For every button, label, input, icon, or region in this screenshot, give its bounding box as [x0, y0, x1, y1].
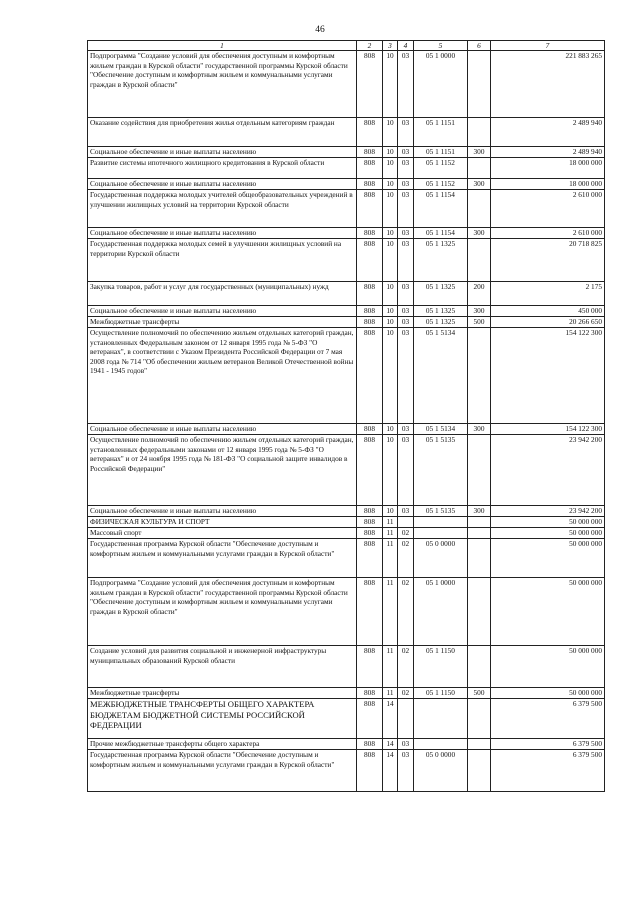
row-section: 10: [383, 239, 398, 282]
row-section: 10: [383, 158, 398, 179]
header-col-code: 2: [357, 41, 383, 51]
row-expense-type: [468, 646, 491, 688]
row-name: Социальное обеспечение и иные выплаты населению: [88, 147, 357, 158]
row-expense-type: 500: [468, 688, 491, 699]
row-section: 11: [383, 517, 398, 528]
header-col-expense-type: 6: [468, 41, 491, 51]
table-row: [88, 317, 605, 328]
row-code: 808: [357, 578, 383, 646]
row-name: Создание условий для развития социальной и инженерной инфраструктуры муниципальных образований Курской области: [88, 646, 357, 688]
table-row: [88, 646, 605, 688]
row-expense-type: 500: [468, 317, 491, 328]
row-section: 10: [383, 435, 398, 506]
table-row: [88, 506, 605, 517]
row-sum: 154 122 300: [491, 328, 605, 424]
row-section: 11: [383, 578, 398, 646]
row-expense-type: [468, 190, 491, 228]
row-section: 10: [383, 51, 398, 118]
row-expense-type: [468, 239, 491, 282]
row-target-article: 05 1 1154: [414, 228, 468, 239]
row-name: Межбюджетные трансферты: [88, 317, 357, 328]
row-subsection: 03: [398, 306, 414, 317]
row-sum: 50 000 000: [491, 646, 605, 688]
row-code: 808: [357, 282, 383, 306]
row-subsection: 03: [398, 328, 414, 424]
row-sum: 2 489 940: [491, 118, 605, 147]
row-target-article: 05 1 1150: [414, 646, 468, 688]
row-code: 808: [357, 306, 383, 317]
row-target-article: 05 1 0000: [414, 578, 468, 646]
row-code: 808: [357, 688, 383, 699]
row-name: Государственная поддержка молодых семей в улучшении жилищных условий на территории Курской области: [88, 239, 357, 282]
row-sum: 18 000 000: [491, 158, 605, 179]
page-number: 46: [315, 25, 325, 35]
row-target-article: 05 1 5134: [414, 328, 468, 424]
row-target-article: 05 1 1152: [414, 179, 468, 190]
row-expense-type: [468, 118, 491, 147]
row-expense-type: [468, 528, 491, 539]
table-row: [88, 51, 605, 118]
table-row: [88, 739, 605, 750]
row-sum: 18 000 000: [491, 179, 605, 190]
row-expense-type: [468, 539, 491, 578]
row-code: 808: [357, 739, 383, 750]
row-expense-type: 300: [468, 424, 491, 435]
row-sum: 20 266 650: [491, 317, 605, 328]
row-name: Прочие межбюджетные трансферты общего характера: [88, 739, 357, 750]
row-section: 10: [383, 317, 398, 328]
table-body: [88, 51, 605, 792]
row-name: Осуществление полномочий по обеспечению жильем отдельных категорий граждан, установленных федеральными законами от 12 января 1995 года № 5-ФЗ "О ветеранах" и от 24 ноября 1995 года № 181-ФЗ "О социальной защите инвалидов в Российской Федерации": [88, 435, 357, 506]
table-row: [88, 517, 605, 528]
row-target-article: 05 1 1325: [414, 306, 468, 317]
header-col-name: 1: [88, 41, 357, 51]
row-section: 11: [383, 539, 398, 578]
table-row: [88, 328, 605, 424]
row-section: 10: [383, 147, 398, 158]
row-name: Социальное обеспечение и иные выплаты населению: [88, 228, 357, 239]
row-code: 808: [357, 528, 383, 539]
row-name: Социальное обеспечение и иные выплаты населению: [88, 179, 357, 190]
table-row: [88, 158, 605, 179]
row-section: 11: [383, 688, 398, 699]
row-sum: 50 000 000: [491, 539, 605, 578]
row-name: МЕЖБЮДЖЕТНЫЕ ТРАНСФЕРТЫ ОБЩЕГО ХАРАКТЕРА БЮДЖЕТАМ БЮДЖЕТНОЙ СИСТЕМЫ РОССИЙСКОЙ ФЕДЕРАЦИИ: [88, 699, 357, 739]
table-row: [88, 435, 605, 506]
row-target-article: 05 1 1325: [414, 239, 468, 282]
row-subsection: 03: [398, 435, 414, 506]
header-col-sum: 7: [491, 41, 605, 51]
table-row: [88, 282, 605, 306]
row-target-article: [414, 528, 468, 539]
row-section: 10: [383, 190, 398, 228]
row-subsection: 03: [398, 147, 414, 158]
row-expense-type: [468, 699, 491, 739]
table-row: [88, 528, 605, 539]
row-target-article: 05 0 0000: [414, 539, 468, 578]
row-sum: 221 883 265: [491, 51, 605, 118]
row-sum: 20 718 825: [491, 239, 605, 282]
row-code: 808: [357, 517, 383, 528]
table-row: [88, 688, 605, 699]
row-target-article: 05 1 1325: [414, 317, 468, 328]
row-subsection: 02: [398, 528, 414, 539]
row-target-article: [414, 699, 468, 739]
row-subsection: 03: [398, 317, 414, 328]
row-name: Развитие системы ипотечного жилищного кредитования в Курской области: [88, 158, 357, 179]
row-sum: 450 000: [491, 306, 605, 317]
row-sum: 6 379 500: [491, 750, 605, 792]
row-target-article: 05 1 0000: [414, 51, 468, 118]
row-code: 808: [357, 190, 383, 228]
row-expense-type: 200: [468, 282, 491, 306]
row-sum: 2 489 940: [491, 147, 605, 158]
row-target-article: 05 1 1154: [414, 190, 468, 228]
row-subsection: 03: [398, 158, 414, 179]
row-target-article: 05 0 0000: [414, 750, 468, 792]
budget-table: [87, 40, 605, 792]
row-section: 10: [383, 306, 398, 317]
row-name: Межбюджетные трансферты: [88, 688, 357, 699]
row-subsection: 03: [398, 750, 414, 792]
row-target-article: [414, 517, 468, 528]
row-expense-type: [468, 435, 491, 506]
row-code: 808: [357, 539, 383, 578]
row-expense-type: 300: [468, 147, 491, 158]
row-expense-type: [468, 51, 491, 118]
row-subsection: 03: [398, 190, 414, 228]
row-target-article: 05 1 1151: [414, 147, 468, 158]
table-row: [88, 190, 605, 228]
row-sum: 2 175: [491, 282, 605, 306]
row-expense-type: 300: [468, 306, 491, 317]
row-expense-type: [468, 328, 491, 424]
row-name: Массовый спорт: [88, 528, 357, 539]
row-subsection: [398, 699, 414, 739]
table-row: [88, 750, 605, 792]
row-code: 808: [357, 506, 383, 517]
table-row: [88, 578, 605, 646]
row-subsection: 03: [398, 51, 414, 118]
row-sum: 6 379 500: [491, 739, 605, 750]
header-col-subsection: 4: [398, 41, 414, 51]
row-code: 808: [357, 51, 383, 118]
row-target-article: 05 1 1325: [414, 282, 468, 306]
row-target-article: 05 1 5134: [414, 424, 468, 435]
row-name: Социальное обеспечение и иные выплаты населению: [88, 424, 357, 435]
table-row: [88, 147, 605, 158]
row-subsection: 02: [398, 539, 414, 578]
row-target-article: 05 1 5135: [414, 506, 468, 517]
table-row: [88, 306, 605, 317]
row-subsection: 03: [398, 424, 414, 435]
row-sum: 50 000 000: [491, 688, 605, 699]
table-row: [88, 118, 605, 147]
row-code: 808: [357, 179, 383, 190]
row-sum: 50 000 000: [491, 578, 605, 646]
row-sum: 23 942 200: [491, 506, 605, 517]
row-subsection: [398, 517, 414, 528]
row-name: Оказание содействия для приобретения жилья отдельным категориям граждан: [88, 118, 357, 147]
row-name: Социальное обеспечение и иные выплаты населению: [88, 306, 357, 317]
row-section: 14: [383, 750, 398, 792]
row-subsection: 03: [398, 506, 414, 517]
row-target-article: 05 1 5135: [414, 435, 468, 506]
row-sum: 6 379 500: [491, 699, 605, 739]
row-subsection: 03: [398, 739, 414, 750]
row-sum: 50 000 000: [491, 517, 605, 528]
row-sum: 50 000 000: [491, 528, 605, 539]
row-name: Осуществление полномочий по обеспечению жильем отдельных категорий граждан, установленных Федеральным законом от 12 января 1995 года № 5-ФЗ "О ветеранах", в соответствии с Указом Президента Российской Федерации от 7 мая 2008 года № 714 "Об обеспечении жильем ветеранов Великой Отечественной войны 1941 - 1945 годов": [88, 328, 357, 424]
row-subsection: 03: [398, 239, 414, 282]
row-section: 10: [383, 118, 398, 147]
table-row: [88, 239, 605, 282]
row-sum: 154 122 300: [491, 424, 605, 435]
row-name: ФИЗИЧЕСКАЯ КУЛЬТУРА И СПОРТ: [88, 517, 357, 528]
table-row: [88, 424, 605, 435]
row-expense-type: 300: [468, 179, 491, 190]
row-name: Социальное обеспечение и иные выплаты населению: [88, 506, 357, 517]
row-expense-type: [468, 578, 491, 646]
row-expense-type: [468, 739, 491, 750]
row-subsection: 03: [398, 118, 414, 147]
row-target-article: [414, 739, 468, 750]
row-name: Подпрограмма "Создание условий для обеспечения доступным и комфортным жильем граждан в Курской области" государственной программы Курской области "Обеспечение доступным и комфортным жильем и коммунальными услугами граждан в Курской области": [88, 578, 357, 646]
row-subsection: 02: [398, 688, 414, 699]
row-expense-type: 300: [468, 228, 491, 239]
row-target-article: 05 1 1152: [414, 158, 468, 179]
row-code: 808: [357, 147, 383, 158]
row-target-article: 05 1 1150: [414, 688, 468, 699]
row-sum: 23 942 200: [491, 435, 605, 506]
row-code: 808: [357, 158, 383, 179]
row-code: 808: [357, 317, 383, 328]
row-code: 808: [357, 328, 383, 424]
header-col-target-article: 5: [414, 41, 468, 51]
row-section: 10: [383, 179, 398, 190]
row-section: 10: [383, 228, 398, 239]
row-section: 10: [383, 328, 398, 424]
row-code: 808: [357, 699, 383, 739]
row-section: 14: [383, 699, 398, 739]
row-section: 10: [383, 424, 398, 435]
row-subsection: 02: [398, 646, 414, 688]
row-name: Государственная программа Курской области "Обеспечение доступным и комфортным жильем и коммунальными услугами граждан в Курской области": [88, 539, 357, 578]
row-section: 10: [383, 506, 398, 517]
row-expense-type: [468, 517, 491, 528]
header-col-section: 3: [383, 41, 398, 51]
table-row: [88, 179, 605, 190]
row-expense-type: [468, 158, 491, 179]
row-subsection: 03: [398, 282, 414, 306]
row-code: 808: [357, 228, 383, 239]
row-code: 808: [357, 424, 383, 435]
row-subsection: 02: [398, 578, 414, 646]
row-code: 808: [357, 646, 383, 688]
table-header-row: [88, 41, 605, 51]
row-code: 808: [357, 750, 383, 792]
row-code: 808: [357, 118, 383, 147]
row-code: 808: [357, 435, 383, 506]
row-name: Подпрограмма "Создание условий для обеспечения доступным и комфортным жильем граждан в Курской области" государственной программы Курской области "Обеспечение доступным и комфортным жильем и коммунальными услугами граждан в Курской области": [88, 51, 357, 118]
row-expense-type: [468, 750, 491, 792]
row-name: Государственная программа Курской области "Обеспечение доступным и комфортным жильем и коммунальными услугами граждан в Курской области": [88, 750, 357, 792]
row-subsection: 03: [398, 179, 414, 190]
row-section: 14: [383, 739, 398, 750]
row-sum: 2 610 000: [491, 228, 605, 239]
table-row: [88, 228, 605, 239]
row-name: Закупка товаров, работ и услуг для государственных (муниципальных) нужд: [88, 282, 357, 306]
row-code: 808: [357, 239, 383, 282]
table-row: [88, 539, 605, 578]
row-section: 11: [383, 646, 398, 688]
table-row: [88, 699, 605, 739]
row-expense-type: 300: [468, 506, 491, 517]
row-section: 11: [383, 528, 398, 539]
row-section: 10: [383, 282, 398, 306]
row-name: Государственная поддержка молодых учителей общеобразовательных учреждений в улучшении жилищных условий на территории Курской области: [88, 190, 357, 228]
row-target-article: 05 1 1151: [414, 118, 468, 147]
row-sum: 2 610 000: [491, 190, 605, 228]
row-subsection: 03: [398, 228, 414, 239]
